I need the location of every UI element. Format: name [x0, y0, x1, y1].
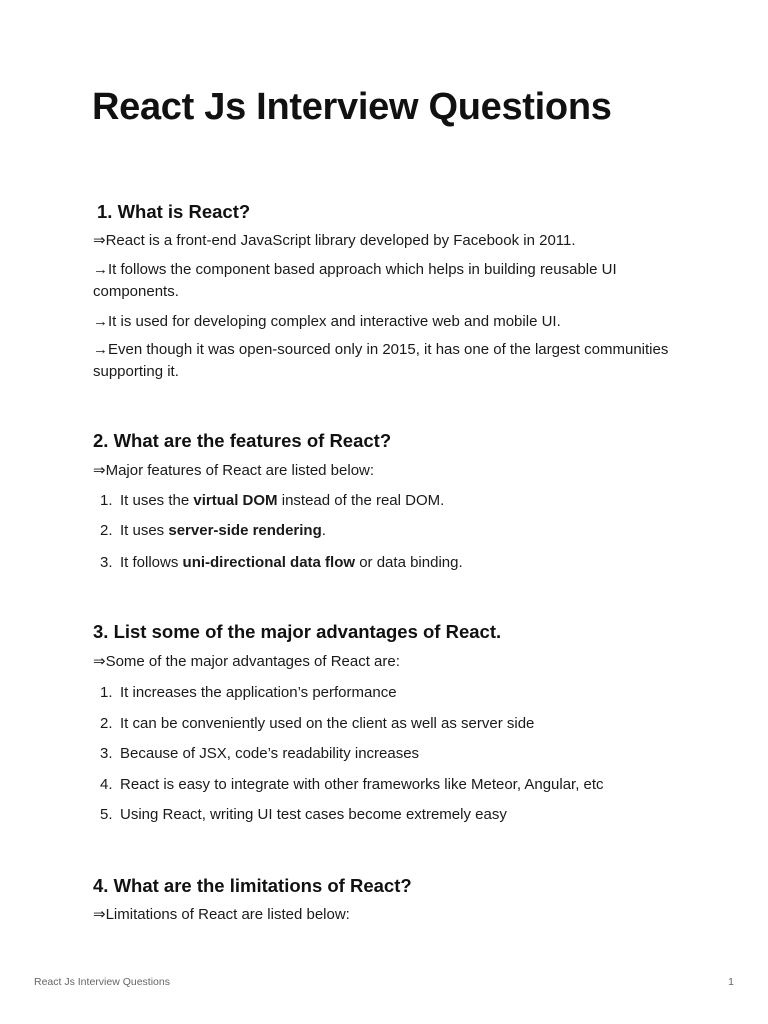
- section-1-paragraph-4: →Even though it was open-sourced only in 2015, it has one of the largest communities supporting it.: [93, 341, 669, 380]
- list-text: It uses: [120, 522, 169, 539]
- list-number: 2.: [100, 715, 113, 732]
- list-text: Because of JSX, code’s readability increases: [120, 745, 420, 762]
- section-3-heading: 3. List some of the major advantages of React.: [93, 621, 502, 642]
- section-1-paragraph-2: →It follows the component based approach which helps in building reusable UI components.: [93, 261, 617, 300]
- list-bold-text: uni-directional data flow: [182, 554, 356, 571]
- list-item: [100, 804, 507, 826]
- list-text: or data binding.: [355, 554, 463, 571]
- page-title: React Js Interview Questions: [92, 86, 612, 128]
- list-item: [100, 552, 463, 574]
- section-1-paragraph-1: ⇒React is a front-end JavaScript library developed by Facebook in 2011.: [93, 232, 576, 249]
- list-bold-text: server-side rendering: [168, 522, 322, 539]
- list-item: [100, 490, 444, 512]
- list-text: It follows: [120, 554, 183, 571]
- list-item: [100, 743, 419, 765]
- list-text: .: [321, 522, 326, 539]
- list-number: 3.: [100, 554, 113, 571]
- list-bold-text: virtual DOM: [193, 492, 278, 509]
- list-number: 3.: [100, 745, 113, 762]
- list-text: It can be conveniently used on the client as well as server side: [120, 715, 535, 732]
- section-1-paragraph-3: →It is used for developing complex and interactive web and mobile UI.: [93, 313, 561, 330]
- list-text: It increases the application’s performance: [120, 684, 397, 701]
- list-text: It uses the: [120, 492, 194, 509]
- footer-page-number: 1: [728, 976, 734, 988]
- list-number: 1.: [100, 492, 113, 509]
- list-text: Using React, writing UI test cases become extremely easy: [120, 806, 507, 823]
- list-number: 4.: [100, 776, 113, 793]
- footer-document-label: React Js Interview Questions: [34, 976, 170, 988]
- section-4-intro: ⇒Limitations of React are listed below:: [93, 906, 350, 923]
- section-3-intro: ⇒Some of the major advantages of React are:: [93, 653, 400, 670]
- list-text: React is easy to integrate with other frameworks like Meteor, Angular, etc: [120, 776, 604, 793]
- list-item: [100, 774, 604, 796]
- list-item: [100, 713, 534, 735]
- section-4-heading: 4. What are the limitations of React?: [93, 875, 412, 896]
- section-2-intro: ⇒Major features of React are listed below:: [93, 462, 375, 479]
- section-2-heading: 2. What are the features of React?: [93, 430, 392, 451]
- list-number: 2.: [100, 522, 113, 539]
- list-text: instead of the real DOM.: [277, 492, 445, 509]
- list-number: 5.: [100, 806, 113, 823]
- list-number: 1.: [100, 684, 113, 701]
- section-1-heading: 1. What is React?: [97, 201, 251, 222]
- list-item: [100, 682, 397, 704]
- list-item: [100, 520, 326, 542]
